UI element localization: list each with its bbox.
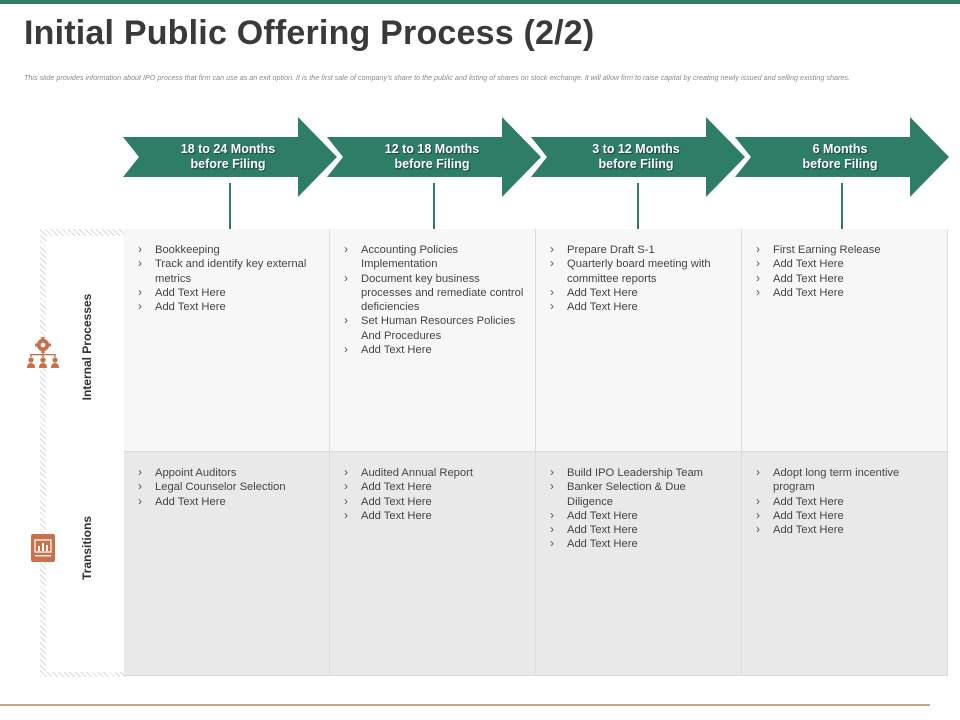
list-item: › Appoint Auditors <box>136 466 319 480</box>
phase-label-line1: 3 to 12 Months <box>592 142 680 156</box>
list-item: › Add Text Here <box>548 509 731 523</box>
list-item: › Add Text Here <box>754 286 937 300</box>
list-item: › Add Text Here <box>342 495 525 509</box>
phase-label-line2: before Filing <box>394 157 470 171</box>
list-item: › Add Text Here <box>754 509 937 523</box>
page-title: Initial Public Offering Process (2/2) <box>24 14 595 52</box>
list-item: › Add Text Here <box>136 495 319 509</box>
cell-internal-phase-4 <box>742 229 948 452</box>
phase-label-line1: 6 Months <box>812 142 868 156</box>
phase-connector <box>637 183 639 229</box>
list-item: › Accounting Policies Implementation <box>342 243 525 272</box>
list-item: › Add Text Here <box>754 257 937 271</box>
phase-label <box>123 142 333 172</box>
bottom-rule <box>0 704 930 706</box>
cell-transitions-phase-1 <box>124 452 330 676</box>
list-item: › Build IPO Leadership Team <box>548 466 731 480</box>
list-item: › Track and identify key external metrics <box>136 257 319 286</box>
top-accent-bar <box>0 0 960 4</box>
phase-label-line2: before Filing <box>802 157 878 171</box>
cell-internal-phase-1 <box>124 229 330 452</box>
phase-label <box>735 142 945 172</box>
phase-label-line1: 18 to 24 Months <box>180 142 276 156</box>
list-item: › Audited Annual Report <box>342 466 525 480</box>
page-subtitle: This slide provides information about IPO process that firm can use as an exit option. It is the first sale of company's share to the public and listing of shares on stock exchange. It will allow firm to raise capital by creating newly issued and selling existing shares. <box>24 73 850 82</box>
list-item: › Quarterly board meeting with committee reports <box>548 257 731 286</box>
cell-transitions-phase-4 <box>742 452 948 676</box>
organization-gear-icon <box>26 336 60 375</box>
phase-connector <box>841 183 843 229</box>
list-item: › Add Text Here <box>548 286 731 300</box>
list-item: › Add Text Here <box>342 343 525 357</box>
cell-transitions-phase-3 <box>536 452 742 676</box>
phase-label-line2: before Filing <box>190 157 266 171</box>
phase-connector <box>229 183 231 229</box>
list-item: › Add Text Here <box>548 537 731 551</box>
list-item: › Add Text Here <box>136 286 319 300</box>
cell-internal-phase-2 <box>330 229 536 452</box>
list-item: › First Earning Release <box>754 243 937 257</box>
list-item: › Add Text Here <box>136 300 319 314</box>
row-label-transitions: Transitions <box>80 516 94 581</box>
list-item: › Document key business processes and remediate control deficiencies <box>342 272 525 315</box>
phase-label-line2: before Filing <box>598 157 674 171</box>
presentation-board-icon <box>31 534 55 567</box>
cell-internal-phase-3 <box>536 229 742 452</box>
list-item: › Bookkeeping <box>136 243 319 257</box>
cell-transitions-phase-2 <box>330 452 536 676</box>
list-item: › Banker Selection & Due Diligence <box>548 480 731 509</box>
list-item: › Add Text Here <box>754 495 937 509</box>
list-item: › Set Human Resources Policies And Procedures <box>342 314 525 343</box>
list-item: › Legal Counselor Selection <box>136 480 319 494</box>
list-item: › Add Text Here <box>548 523 731 537</box>
list-item: › Add Text Here <box>754 523 937 537</box>
phase-label-line1: 12 to 18 Months <box>384 142 480 156</box>
list-item: › Add Text Here <box>342 480 525 494</box>
list-item: › Add Text Here <box>548 300 731 314</box>
list-item: › Prepare Draft S-1 <box>548 243 731 257</box>
phase-label <box>531 142 741 172</box>
list-item: › Add Text Here <box>342 509 525 523</box>
list-item: › Adopt long term incentive program <box>754 466 937 495</box>
list-item: › Add Text Here <box>754 272 937 286</box>
phase-connector <box>433 183 435 229</box>
phase-label <box>327 142 537 172</box>
row-label-internal: Internal Processes <box>80 293 94 401</box>
